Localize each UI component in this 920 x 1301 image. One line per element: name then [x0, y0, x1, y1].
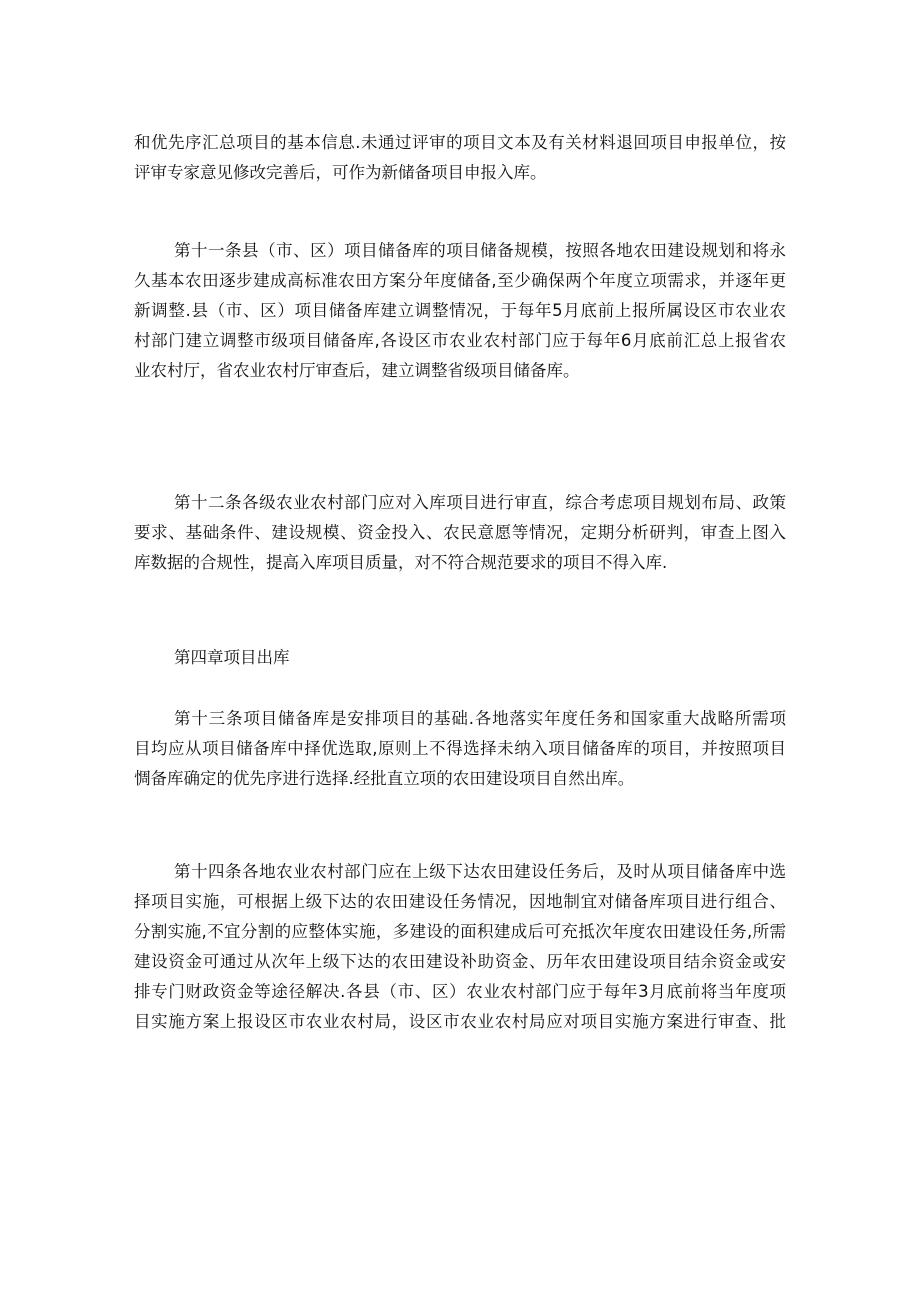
text-line: 第十四条各地农业农村部门应在上级下达农田建设任务后，及时从项目储备库中选 — [174, 862, 786, 881]
text-line: 久基本农田逐步建成高标准农田方案分年度储备,至少确保两个年度立项需求，并逐年更 — [134, 271, 786, 290]
text-line: 要求、基础条件、建设规模、资金投入、农民意愿等情况，定期分析研判，审查上图入 — [134, 523, 786, 542]
paragraph-article-11 — [134, 236, 786, 386]
text-line: 库数据的合规性，提高入库项目质量，对不符合规范要求的项目不得入库. — [134, 553, 668, 572]
text-line: 第十二条各级农业农村部门应对入库项目进行审直，综合考虑项目规划布局、政策 — [174, 493, 786, 512]
paragraph-article-13 — [134, 704, 786, 794]
text-line: 业农村厅，省农业农村厅审查后，建立调整省级项目储备库。 — [134, 361, 580, 380]
text-line: 择项目实施，可根据上级下达的农田建设任务情况，因地制宜对储备库项目进行组合、 — [134, 892, 786, 911]
chapter-heading — [134, 643, 786, 673]
text-line: 评审专家意见修改完善后，可作为新储备项目申报入库。 — [134, 163, 547, 182]
text-line: 和优先序汇总项目的基本信息.未通过评审的项目文本及有关材料退回项目申报单位，按 — [134, 133, 786, 152]
text-line: 新调整.县（市、区）项目储备库建立调整情况，于每年5月底前上报所属设区市农业农 — [134, 301, 786, 320]
text-line: 排专门财政资金等途径解决.各县（市、区）农业农村部门应于每年3月底前将当年度项 — [134, 982, 786, 1001]
text-line: 建设资金可通过从次年上级下达的农田建设补助资金、历年农田建设项目结余资金或安 — [134, 952, 786, 971]
text-line: 目均应从项目储备库中择优选取,原则上不得选择未纳入项目储备库的项目，并按照项目 — [134, 739, 786, 758]
paragraph-article-14 — [134, 857, 786, 1037]
text-line: 目实施方案上报设区市农业农村局，设区市农业农村局应对项目实施方案进行审查、批 — [134, 1012, 786, 1031]
text-line: 惆备库确定的优先序进行选择.经批直立项的农田建设项目自然出库。 — [134, 769, 635, 788]
paragraph-article-12 — [134, 488, 786, 578]
text-line: 第四章项目出库 — [174, 648, 290, 667]
text-line: 第十三条项目储备库是安排项目的基础.各地落实年度任务和国家重大战略所需项 — [174, 709, 786, 728]
text-line: 村部门建立调整市级项目储备库,各设区市农业农村部门应于每年6月底前汇总上报省农 — [134, 331, 786, 350]
text-line: 第十一条县（市、区）项目储备库的项目储备规模，按照各地农田建设规划和将永 — [174, 241, 786, 260]
paragraph-continuation — [134, 128, 786, 188]
text-line: 分割实施,不宜分割的应整体实施，多建设的面积建成后可充抵次年度农田建设任务,所需 — [134, 922, 786, 941]
